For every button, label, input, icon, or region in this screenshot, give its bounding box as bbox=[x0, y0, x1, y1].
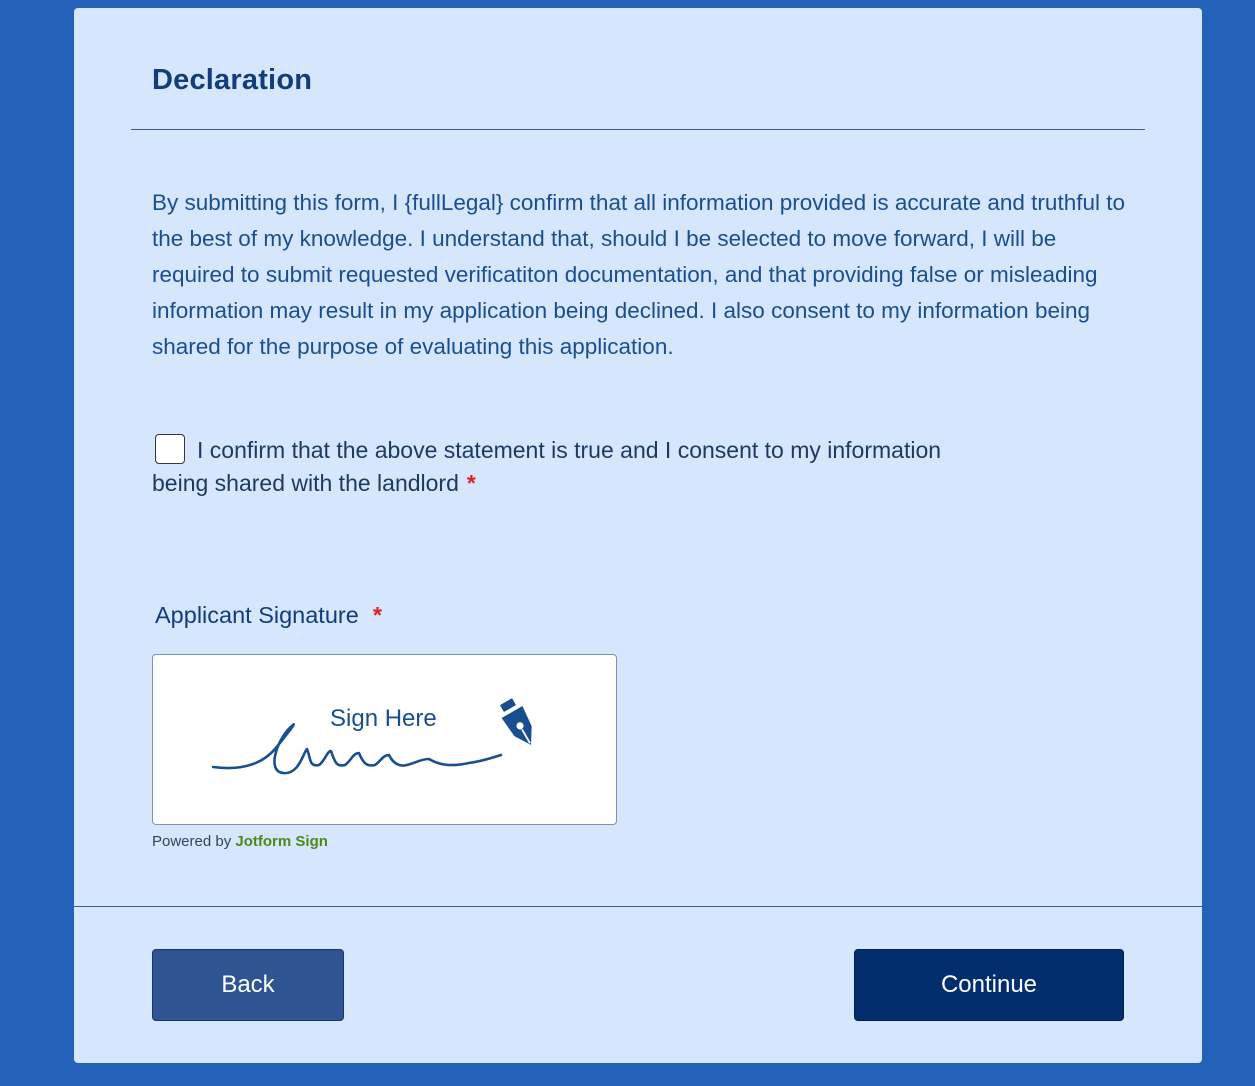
powered-by-prefix: Powered by bbox=[152, 833, 232, 850]
continue-button[interactable]: Continue bbox=[854, 949, 1124, 1021]
fountain-pen-nib-icon bbox=[153, 655, 618, 826]
declaration-text: By submitting this form, I {fullLegal} confirm that all information provided is accurate and truthful to the best of my knowledge. I understand that, should I be selected to move forward, I will be required to submit requested verificatiton documentation, and that providing false or misleading information may result in my application being declined. I also consent to my information being shared for the purpose of evaluating this application. bbox=[152, 190, 1125, 359]
form-card bbox=[74, 8, 1202, 1063]
back-button[interactable]: Back bbox=[152, 949, 344, 1021]
consent-field bbox=[152, 434, 942, 500]
title-divider bbox=[131, 129, 1145, 130]
signature-required-asterisk: * bbox=[372, 602, 382, 628]
footer-divider bbox=[74, 906, 1202, 907]
powered-by bbox=[152, 833, 328, 850]
powered-by-brand-link[interactable]: Jotform Sign bbox=[235, 833, 328, 850]
consent-checkbox[interactable] bbox=[155, 434, 185, 464]
page-title: Declaration bbox=[152, 64, 313, 96]
signature-placeholder: Sign Here bbox=[330, 705, 437, 732]
signature-label bbox=[155, 602, 382, 629]
required-asterisk: * bbox=[466, 470, 476, 496]
consent-label[interactable]: I confirm that the above statement is true and I consent to my information being shared with the landlord bbox=[152, 437, 942, 496]
signature-label-text: Applicant Signature bbox=[155, 602, 359, 628]
signature-pad[interactable] bbox=[152, 654, 617, 825]
